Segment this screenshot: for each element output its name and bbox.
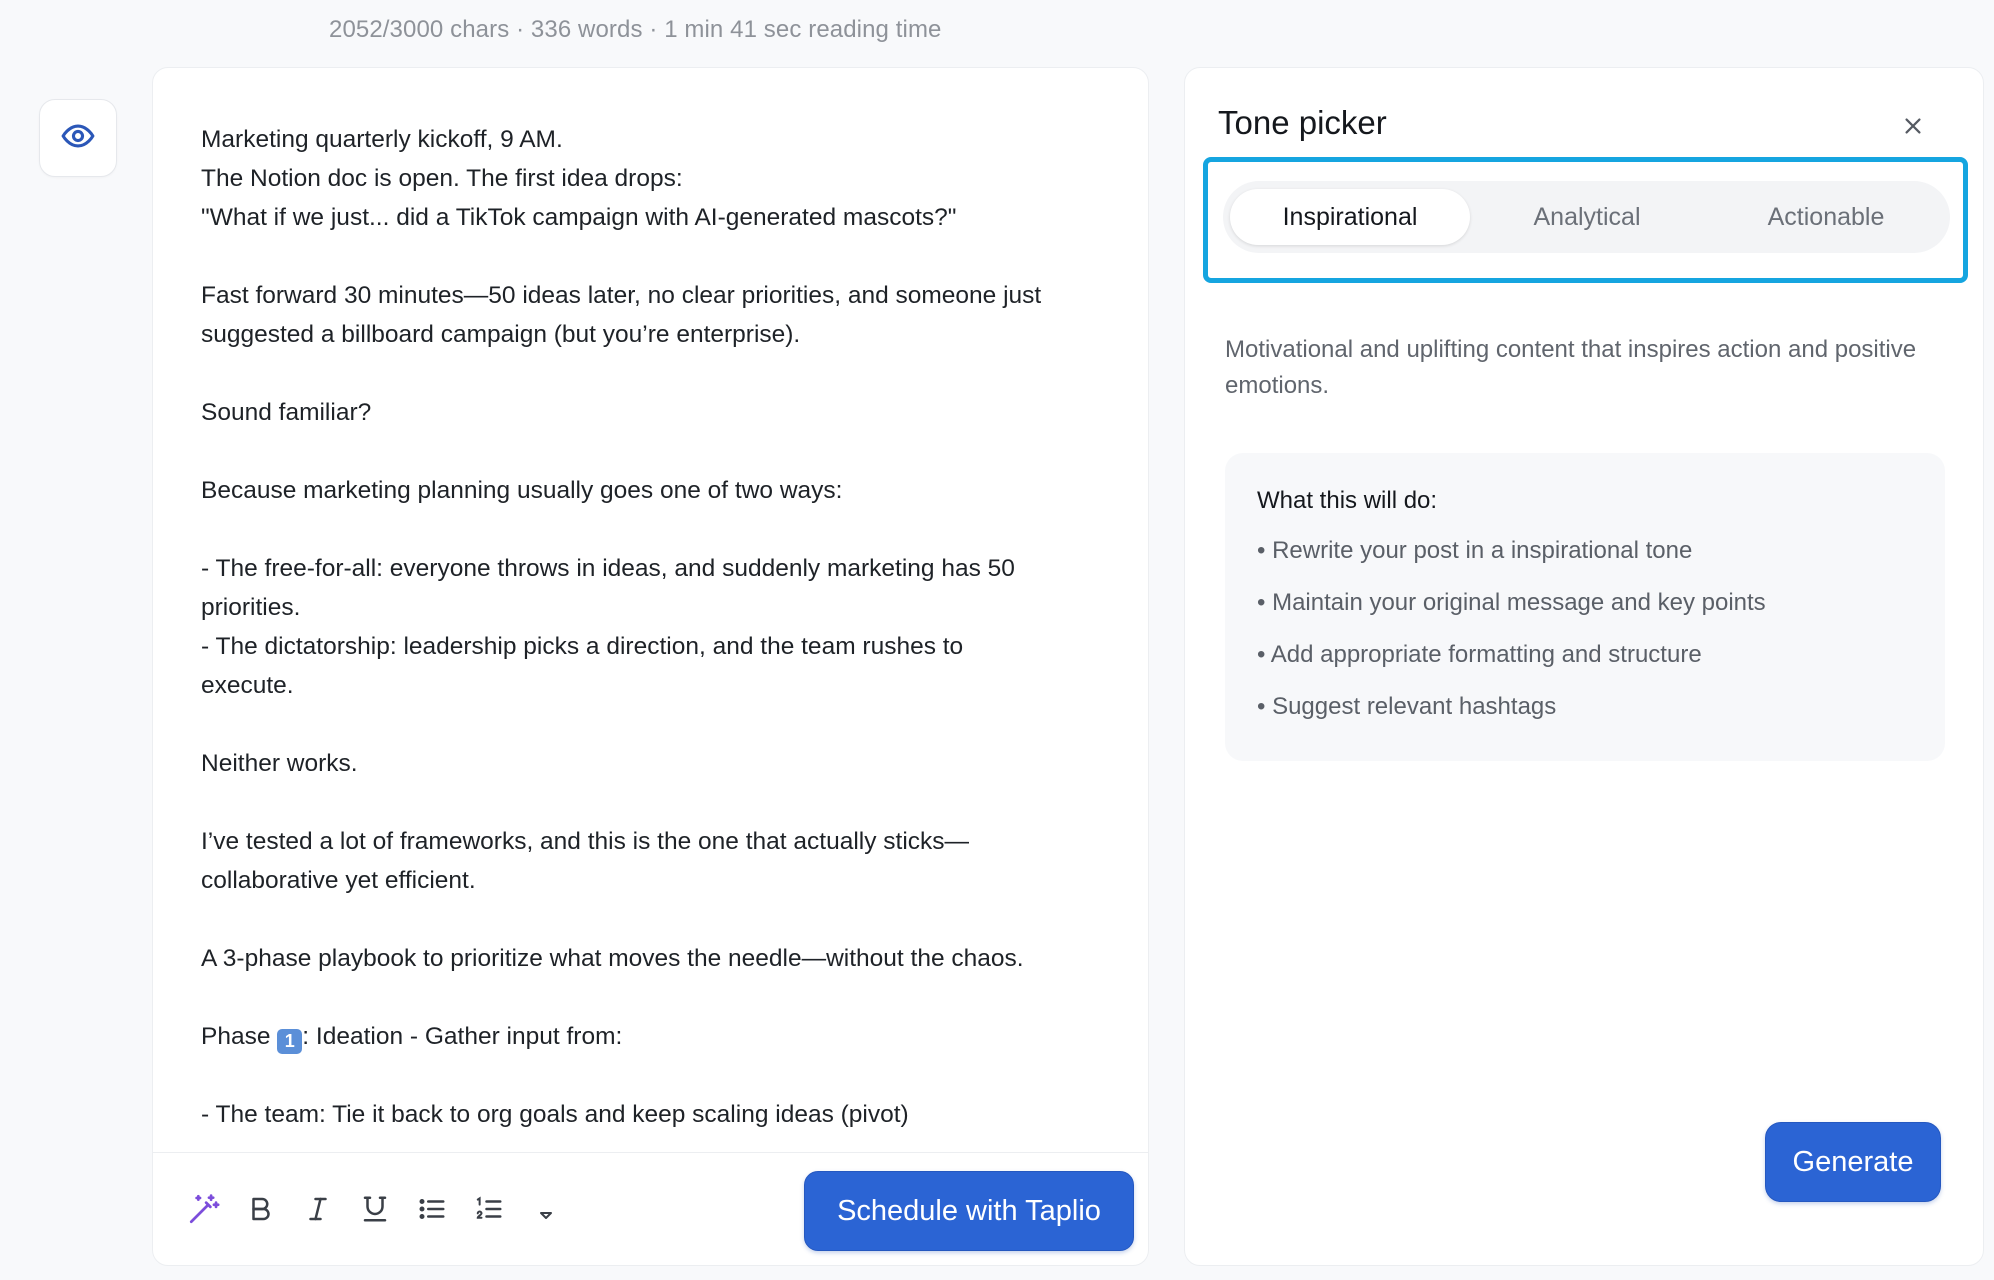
what-list	[1257, 536, 1766, 744]
text-line: Sound familiar?	[201, 399, 372, 426]
text-line-phase	[201, 1017, 1101, 1056]
character-stats: 2052/3000 chars · 336 words · 1 min 41 sec reading time	[329, 16, 942, 43]
text-line	[201, 432, 1101, 471]
post-editor	[152, 67, 1149, 1266]
list-item: • Suggest relevant hashtags	[1257, 692, 1766, 744]
text-line: A 3-phase playbook to prioritize what moves the needle—without the chaos.	[201, 945, 1024, 972]
text-line	[201, 900, 1101, 939]
tab-analytical[interactable]: Analytical	[1533, 202, 1641, 231]
bullet-list-icon	[417, 1194, 447, 1229]
underline-icon	[360, 1194, 390, 1229]
text-line: - The free-for-all: everyone throws in ideas, and suddenly marketing has 50	[201, 555, 1015, 582]
text-line: - The dictatorship: leadership picks a direction, and the team rushes to	[201, 633, 964, 660]
text-line: "What if we just... did a TikTok campaign with AI-generated mascots?"	[201, 204, 957, 231]
what-this-will-do-box	[1225, 453, 1945, 761]
close-icon	[1902, 115, 1924, 142]
ai-wand-icon	[187, 1192, 221, 1231]
more-options-button[interactable]	[526, 1197, 566, 1237]
tab-inspirational[interactable]: Inspirational	[1230, 189, 1470, 245]
text-line: priorities.	[201, 594, 301, 621]
bold-icon	[246, 1194, 276, 1229]
italic-button[interactable]	[298, 1191, 338, 1231]
list-item: • Rewrite your post in a inspirational tone	[1257, 536, 1766, 588]
text-line	[201, 354, 1101, 393]
panel-title: Tone picker	[1218, 104, 1387, 141]
text-line: execute.	[201, 672, 294, 699]
tone-picker-panel	[1184, 67, 1984, 1266]
ai-wand-button[interactable]	[184, 1191, 224, 1231]
schedule-button[interactable]: Schedule with Taplio	[804, 1171, 1134, 1251]
eye-icon	[61, 119, 95, 158]
numbered-list-icon	[474, 1194, 504, 1229]
generate-button[interactable]: Generate	[1765, 1122, 1941, 1202]
tone-tabs	[1223, 181, 1950, 253]
keycap-one-emoji: 1	[277, 1029, 302, 1054]
bullet-list-button[interactable]	[412, 1191, 452, 1231]
text-line: suggested a billboard campaign (but you’re enterprise).	[201, 321, 801, 348]
text-line	[201, 510, 1101, 549]
text-line: - The team: Tie it back to org goals and keep scaling ideas (pivot)	[201, 1101, 909, 1128]
text-line: Marketing quarterly kickoff, 9 AM.	[201, 126, 563, 153]
italic-icon	[303, 1194, 333, 1229]
text-line	[201, 237, 1101, 276]
more-chevron-icon	[534, 1203, 558, 1232]
underline-button[interactable]	[355, 1191, 395, 1231]
text-line: The Notion doc is open. The first idea drops:	[201, 165, 683, 192]
what-title: What this will do:	[1257, 487, 1438, 514]
text-line	[201, 783, 1101, 822]
close-button[interactable]	[1897, 112, 1929, 144]
text-line: collaborative yet efficient.	[201, 867, 476, 894]
preview-button[interactable]	[39, 99, 117, 177]
text-line: Fast forward 30 minutes—50 ideas later, no clear priorities, and someone just	[201, 282, 1042, 309]
text-line	[201, 705, 1101, 744]
list-item: • Maintain your original message and key points	[1257, 588, 1766, 640]
tone-description: Motivational and uplifting content that inspires action and positive emotions.	[1225, 336, 1917, 399]
phase-label: Phase	[201, 1023, 271, 1050]
list-item: • Add appropriate formatting and structure	[1257, 640, 1766, 692]
tab-actionable[interactable]: Actionable	[1767, 202, 1885, 231]
format-toolbar	[153, 1152, 1148, 1266]
numbered-list-button[interactable]	[469, 1191, 509, 1231]
text-line: I’ve tested a lot of frameworks, and this is the one that actually sticks—	[201, 828, 970, 855]
text-line	[201, 978, 1101, 1017]
post-text-area[interactable]	[201, 120, 1101, 1165]
text-line: Because marketing planning usually goes one of two ways:	[201, 477, 843, 504]
text-line: Neither works.	[201, 750, 358, 777]
bold-button[interactable]	[241, 1191, 281, 1231]
text-line	[201, 1056, 1101, 1095]
phase-text: : Ideation - Gather input from:	[302, 1023, 623, 1050]
